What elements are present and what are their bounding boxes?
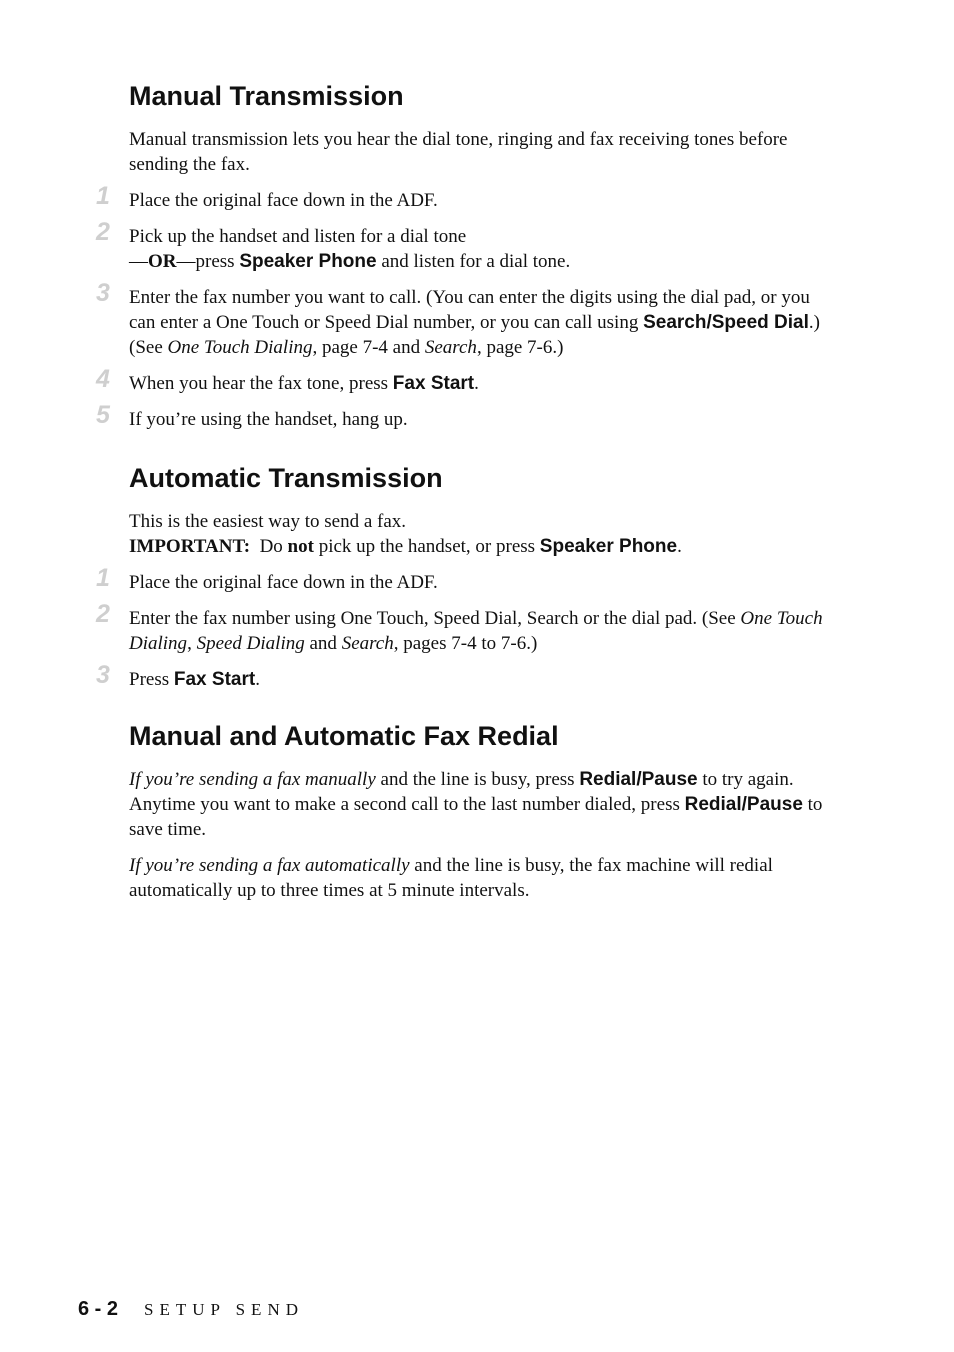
step-text: , pages 7-4 to 7-6.)	[393, 633, 538, 654]
step-text: Place the original face down in the ADF.	[129, 190, 438, 211]
page-footer	[78, 1298, 304, 1321]
step-number: 1	[96, 564, 110, 592]
key-speaker-phone: Speaker Phone	[239, 251, 377, 272]
section-intro: Manual transmission lets you hear the dial tone, ringing and fax receiving tones before sending the fax.	[129, 129, 788, 175]
reference-link: One Touch Dialing	[129, 608, 823, 654]
step-number: 2	[96, 218, 110, 246]
chapter-title: SETUP SEND	[144, 1300, 304, 1319]
paragraph-text: and the line is busy, the fax machine will redial automatically up to three times at 5 minute intervals.	[129, 855, 773, 901]
step-item	[96, 218, 829, 274]
step-number: 3	[96, 279, 110, 307]
important-text: .	[677, 536, 682, 557]
important-text: Do	[250, 536, 288, 557]
section-intro	[129, 509, 829, 559]
page-number: 6 - 2	[78, 1298, 119, 1320]
step-text: Pick up the handset and listen for a dial tone	[129, 226, 467, 247]
step-text: Place the original face down in the ADF.	[129, 572, 438, 593]
step-item	[96, 365, 829, 396]
step-text: Enter the fax number you want to call. (You can enter the digits using the dial pad, or you can enter a One Touch or Speed Dial number, or you can call using	[129, 287, 810, 333]
key-redial-pause: Redial/Pause	[684, 794, 803, 815]
step-item	[96, 564, 829, 595]
key-search-speed-dial: Search/Speed Dial	[643, 312, 809, 333]
key-fax-start: Fax Start	[392, 373, 475, 394]
step-item	[96, 279, 829, 360]
step-number: 5	[96, 401, 110, 429]
step-number: 1	[96, 182, 110, 210]
step-text: and	[304, 633, 342, 654]
section-fax-redial	[129, 718, 829, 903]
step-text: —press	[176, 251, 240, 272]
paragraph-text: to save time.	[129, 794, 823, 840]
step-text: Enter the fax number using One Touch, Speed Dial, Search or the dial pad. (See	[129, 608, 741, 629]
condition-text: If you’re sending a fax automatically	[129, 855, 410, 876]
reference-link: Search	[341, 633, 394, 654]
paragraph-text: and the line is busy, press	[375, 769, 580, 790]
em-dash: —	[129, 251, 148, 272]
step-number: 4	[96, 365, 110, 393]
step-text: and listen for a dial tone.	[376, 251, 571, 272]
paragraph	[129, 767, 829, 842]
step-text: .	[474, 373, 479, 394]
important-label: IMPORTANT:	[129, 536, 251, 557]
step-number: 3	[96, 661, 110, 689]
step-number: 2	[96, 600, 110, 628]
step-text: .	[255, 669, 260, 690]
intro-text: This is the easiest way to send a fax.	[129, 511, 407, 532]
section-automatic-transmission	[96, 460, 829, 692]
step-item	[96, 661, 829, 692]
page-content	[96, 78, 829, 914]
key-fax-start: Fax Start	[173, 669, 256, 690]
reference-link: Search	[424, 337, 477, 358]
step-text: .) (See	[129, 312, 820, 358]
condition-text: If you’re sending a fax manually	[129, 769, 376, 790]
or-keyword: OR	[148, 251, 177, 272]
step-item	[96, 600, 829, 656]
step-text: , page 7-4 and	[312, 337, 425, 358]
section-heading: Manual Transmission	[129, 81, 404, 111]
not-keyword: not	[287, 536, 314, 557]
step-item	[96, 182, 829, 213]
step-text: If you’re using the handset, hang up.	[129, 409, 408, 430]
step-text: , page 7-6.)	[476, 337, 564, 358]
key-speaker-phone: Speaker Phone	[539, 536, 678, 557]
section-heading: Automatic Transmission	[129, 463, 443, 493]
step-text: When you hear the fax tone, press	[129, 373, 393, 394]
paragraph-text: to try again. Anytime you want to make a second call to the last number dialed, press	[129, 769, 794, 815]
section-heading: Manual and Automatic Fax Redial	[129, 721, 559, 751]
step-text: ,	[187, 633, 197, 654]
important-text: pick up the handset, or press	[313, 536, 540, 557]
section-manual-transmission	[96, 78, 829, 432]
step-item	[96, 401, 829, 432]
paragraph	[129, 853, 829, 903]
key-redial-pause: Redial/Pause	[579, 769, 698, 790]
reference-link: One Touch Dialing	[167, 337, 313, 358]
reference-link: Speed Dialing	[196, 633, 305, 654]
step-text: Press	[129, 669, 174, 690]
